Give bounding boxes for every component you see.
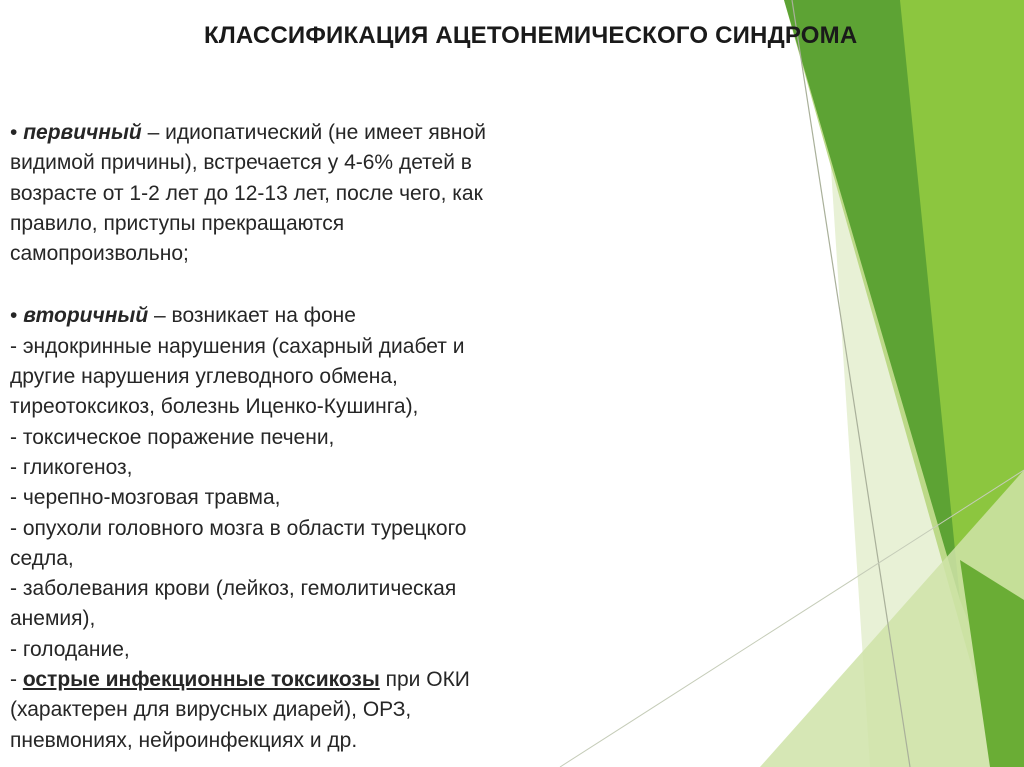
- secondary-line-8: - опухоли головного мозга в области турецкого: [10, 516, 467, 540]
- bullet: •: [10, 121, 24, 144]
- secondary-line-1: [10, 301, 610, 331]
- primary-line-5: самопроизвольно;: [10, 242, 189, 266]
- secondary-line-11: анемия),: [10, 607, 96, 631]
- secondary-line-1-rest: – возникает на фоне: [148, 304, 356, 328]
- primary-term: первичный: [23, 121, 142, 144]
- secondary-line-12: - голодание,: [10, 637, 130, 661]
- secondary-line-6: - гликогеноз,: [10, 455, 133, 479]
- secondary-line-3: другие нарушения углеводного обмена,: [10, 365, 398, 389]
- dash-prefix: -: [10, 668, 23, 692]
- secondary-line-10: - заболевания крови (лейкоз, гемолитическая: [10, 577, 457, 601]
- secondary-line-13-rest: при ОКИ: [379, 668, 470, 692]
- primary-line-3: возрасте от 1-2 лет до 12-13 лет, после чего, как: [10, 181, 483, 205]
- paragraph-gap: [10, 269, 610, 301]
- secondary-line-2: - эндокринные нарушения (сахарный диабет и: [10, 334, 465, 358]
- secondary-line-4: тиреотоксикоз, болезнь Иценко-Кушинга),: [10, 395, 419, 419]
- secondary-term: вторичный: [23, 304, 149, 328]
- underlined-term: острые инфекционные токсикозы: [22, 668, 380, 692]
- secondary-line-7: - черепно-мозговая травма,: [10, 486, 281, 510]
- secondary-line-13: [10, 665, 610, 695]
- slide-title: КЛАССИФИКАЦИЯ АЦЕТОНЕМИЧЕСКОГО СИНДРОМА: [204, 22, 858, 49]
- primary-line-4: правило, приступы прекращаются: [10, 211, 345, 235]
- primary-line-2: видимой причины), встречается у 4-6% детей в: [10, 151, 472, 175]
- slide-body: [10, 118, 610, 756]
- primary-line-1-rest: – идиопатический (не имеет явной: [141, 121, 486, 144]
- secondary-line-9: седла,: [10, 546, 74, 570]
- secondary-line-5: - токсическое поражение печени,: [10, 425, 335, 449]
- bullet: •: [10, 304, 24, 328]
- secondary-line-14: (характерен для вирусных диарей), ОРЗ,: [10, 698, 412, 722]
- secondary-line-15: пневмониях, нейроинфекциях и др.: [10, 728, 358, 752]
- primary-line-1: [10, 118, 610, 148]
